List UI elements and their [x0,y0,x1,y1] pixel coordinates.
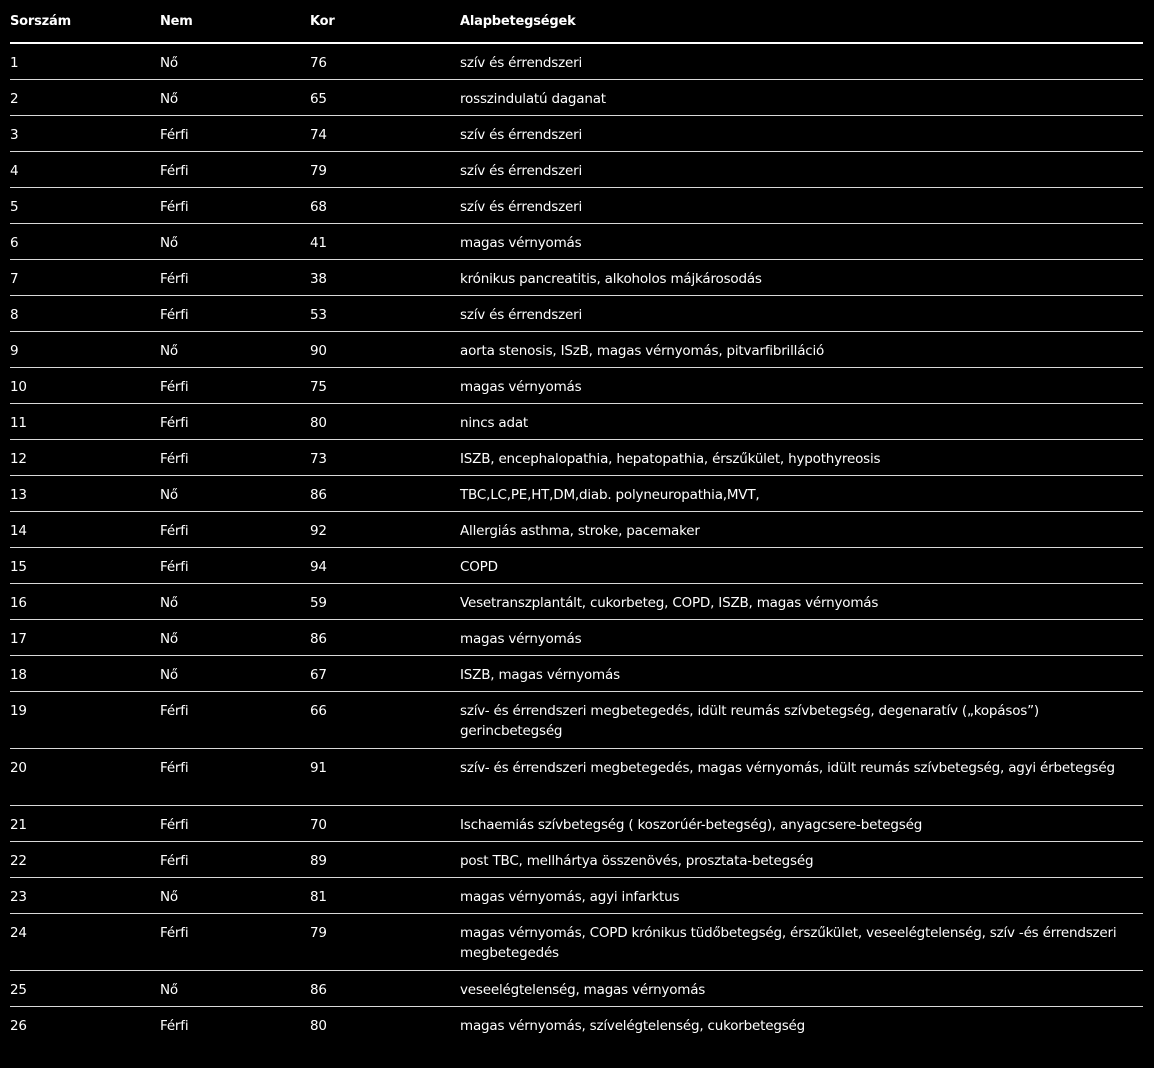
cell-kor: 65 [310,79,460,115]
cell-sorszam: 3 [10,115,160,151]
table-row [10,877,1143,913]
cell-kor: 94 [310,547,460,583]
cell-kor: 66 [310,691,460,748]
table-row [10,841,1143,877]
cell-sorszam: 26 [10,1017,27,1034]
cell-nem: Nő [160,619,310,655]
table-row [10,151,1143,187]
cell-sorszam: 9 [10,331,160,367]
cell-nem: Férfi [160,187,310,223]
cell-kor: 68 [310,187,460,223]
cell-alapbetegsegek: magas vérnyomás, agyi infarktus [460,877,1143,913]
cell-sorszam: 21 [10,805,160,841]
header-kor: Kor [310,0,460,43]
cell-kor: 89 [310,841,460,877]
cell-alapbetegsegek: veseelégtelenség, magas vérnyomás [460,970,1143,1006]
cell-sorszam: 25 [10,970,160,1006]
table-row [10,79,1143,115]
cell-sorszam: 20 [10,748,160,805]
table-row [10,295,1143,331]
cell-sorszam: 4 [10,151,160,187]
cell-alapbetegsegek: szív és érrendszeri [460,295,1143,331]
cell-nem: Nő [160,43,310,79]
cell-nem: Férfi [160,259,310,295]
cell-nem: Férfi [160,511,310,547]
header-sorszam: Sorszám [10,0,160,43]
table-row [10,805,1143,841]
cell-alapbetegsegek: szív- és érrendszeri megbetegedés, idült reumás szívbetegség, degenaratív („kopásos”) gerincbetegség [460,691,1143,748]
table-row [10,223,1143,259]
cell-sorszam: 8 [10,295,160,331]
cell-alapbetegsegek: szív- és érrendszeri megbetegedés, magas vérnyomás, idült reumás szívbetegség, agyi érbetegség [460,748,1143,805]
cell-sorszam: 2 [10,79,160,115]
cell-alapbetegsegek: TBC,LC,PE,HT,DM,diab. polyneuropathia,MVT, [460,475,1143,511]
cell-sorszam: 12 [10,439,160,475]
header-nem: Nem [160,0,310,43]
cell-kor: 90 [310,331,460,367]
cell-sorszam: 7 [10,259,160,295]
cell-nem: Férfi [160,295,310,331]
table-row [10,187,1143,223]
cell-sorszam: 24 [10,913,160,970]
table-row [10,259,1143,295]
cell-nem: Férfi [160,841,310,877]
table-row [10,691,1143,748]
patients-table-container [10,0,1143,1042]
cell-nem: Nő [160,970,310,1006]
table-row [10,1006,1143,1042]
cell-nem: Nő [160,331,310,367]
cell-sorszam: 22 [10,841,160,877]
cell-alapbetegsegek: ISZB, magas vérnyomás [460,655,1143,691]
cell-kor: 80 [310,1017,327,1034]
cell-alapbetegsegek: magas vérnyomás [460,223,1143,259]
cell-kor: 73 [310,439,460,475]
table-row [10,970,1143,1006]
cell-nem: Férfi [160,115,310,151]
header-alapbetegsegek: Alapbetegségek [460,0,1143,43]
cell-nem: Férfi [160,403,310,439]
table-row [10,439,1143,475]
cell-sorszam: 14 [10,511,160,547]
table-row [10,547,1143,583]
cell-sorszam: 17 [10,619,160,655]
cell-alapbetegsegek: aorta stenosis, ISzB, magas vérnyomás, pitvarfibrilláció [460,331,1143,367]
cell-nem: Nő [160,79,310,115]
cell-kor: 53 [310,295,460,331]
cell-nem: Nő [160,475,310,511]
cell-alapbetegsegek: krónikus pancreatitis, alkoholos májkárosodás [460,259,1143,295]
table-row [10,655,1143,691]
cell-kor: 92 [310,511,460,547]
table-row [10,748,1143,805]
cell-kor: 75 [310,367,460,403]
table-row [10,511,1143,547]
cell-sorszam: 6 [10,223,160,259]
cell-alapbetegsegek: COPD [460,547,1143,583]
cell-alapbetegsegek: ISZB, encephalopathia, hepatopathia, érszűkület, hypothyreosis [460,439,1143,475]
cell-kor: 86 [310,970,460,1006]
cell-sorszam: 11 [10,403,160,439]
cell-nem: Férfi [160,439,310,475]
cell-alapbetegsegek: magas vérnyomás [460,619,1143,655]
cell-nem: Férfi [160,1017,189,1034]
cell-alapbetegsegek: magas vérnyomás, COPD krónikus tüdőbetegség, érszűkület, veseelégtelenség, szív -és érrendszeri megbetegedés [460,913,1143,970]
table-row [10,913,1143,970]
table-row [10,115,1143,151]
table-row [10,619,1143,655]
cell-nem: Nő [160,583,310,619]
table-row [10,43,1143,79]
cell-nem: Nő [160,877,310,913]
cell-nem: Nő [160,655,310,691]
cell-alapbetegsegek: szív és érrendszeri [460,187,1143,223]
cell-sorszam: 19 [10,691,160,748]
patients-table [10,0,1143,1042]
cell-kor: 86 [310,475,460,511]
table-row [10,403,1143,439]
cell-alapbetegsegek: magas vérnyomás [460,367,1143,403]
cell-nem: Férfi [160,367,310,403]
table-header-row [10,0,1143,43]
cell-nem: Nő [160,223,310,259]
cell-kor: 80 [310,403,460,439]
cell-sorszam: 10 [10,367,160,403]
cell-alapbetegsegek: Ischaemiás szívbetegség ( koszorúér-betegség), anyagcsere-betegség [460,805,1143,841]
cell-kor: 76 [310,43,460,79]
cell-sorszam: 15 [10,547,160,583]
cell-kor: 41 [310,223,460,259]
cell-nem: Férfi [160,547,310,583]
cell-alapbetegsegek: szív és érrendszeri [460,43,1143,79]
cell-alapbetegsegek: Allergiás asthma, stroke, pacemaker [460,511,1143,547]
cell-kor: 59 [310,583,460,619]
cell-alapbetegsegek: magas vérnyomás, szívelégtelenség, cukorbetegség [460,1017,806,1034]
cell-kor: 74 [310,115,460,151]
table-row [10,475,1143,511]
cell-nem: Férfi [160,748,310,805]
cell-alapbetegsegek: post TBC, mellhártya összenövés, prosztata-betegség [460,841,1143,877]
table-row [10,331,1143,367]
cell-alapbetegsegek: nincs adat [460,403,1143,439]
cell-kor: 86 [310,619,460,655]
cell-sorszam: 13 [10,475,160,511]
cell-sorszam: 23 [10,877,160,913]
cell-nem: Férfi [160,805,310,841]
cell-kor: 81 [310,877,460,913]
cell-nem: Férfi [160,913,310,970]
cell-kor: 38 [310,259,460,295]
cell-alapbetegsegek: szív és érrendszeri [460,151,1143,187]
cell-alapbetegsegek: rosszindulatú daganat [460,79,1143,115]
cell-kor: 79 [310,913,460,970]
cell-alapbetegsegek: szív és érrendszeri [460,115,1143,151]
cell-sorszam: 16 [10,583,160,619]
cell-kor: 91 [310,748,460,805]
cell-sorszam: 5 [10,187,160,223]
cell-sorszam: 18 [10,655,160,691]
cell-nem: Férfi [160,691,310,748]
table-row [10,583,1143,619]
cell-nem: Férfi [160,151,310,187]
cell-kor: 70 [310,805,460,841]
cell-kor: 79 [310,151,460,187]
table-row [10,367,1143,403]
cell-kor: 67 [310,655,460,691]
cell-alapbetegsegek: Vesetranszplantált, cukorbeteg, COPD, ISZB, magas vérnyomás [460,583,1143,619]
cell-sorszam: 1 [10,43,160,79]
